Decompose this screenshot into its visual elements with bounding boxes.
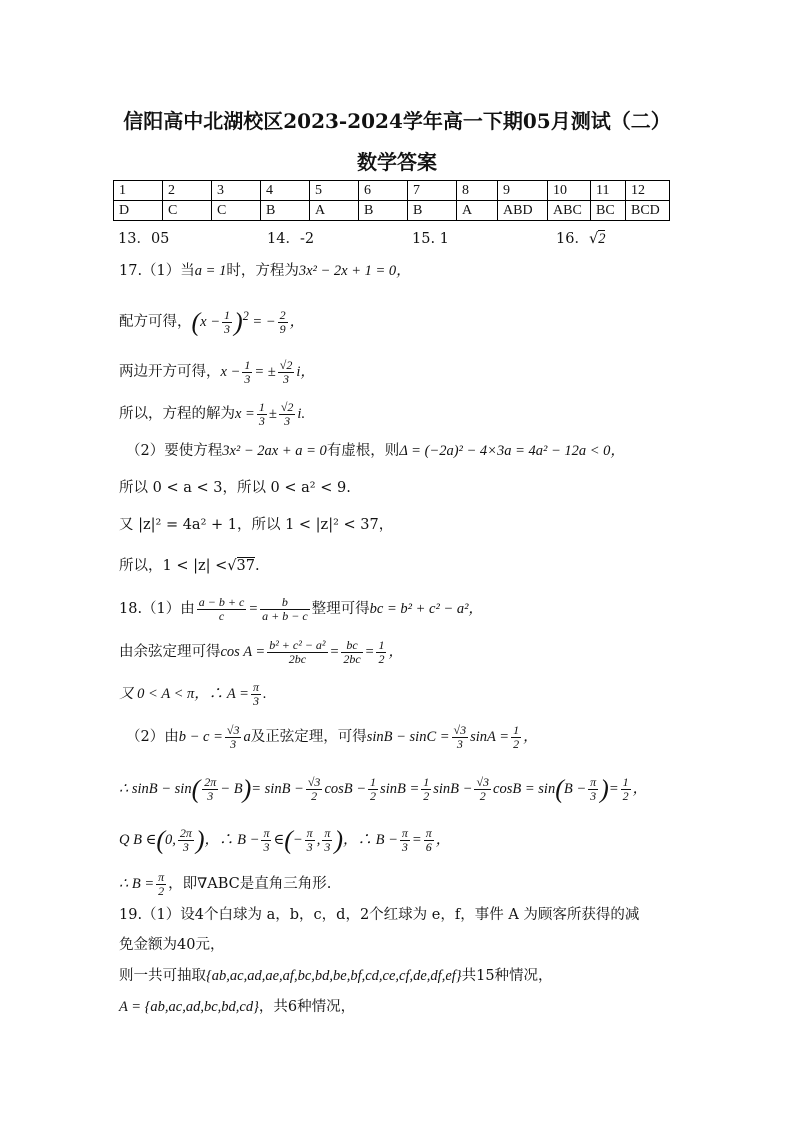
math-expression: $\frac{\pi}{3}$ . [252, 680, 267, 708]
table-cell: 7 [408, 181, 457, 201]
table-cell: 8 [457, 181, 498, 201]
table-cell: 11 [591, 181, 626, 201]
q18-line-4 [126, 724, 538, 751]
text: 所以，1 < |z| < [119, 558, 228, 574]
q18-line-6 [119, 827, 450, 854]
math: {ab,ac,ad,ae,af,bc,bd,be,bf,cd,ce,cf,de,df,ef} [206, 968, 462, 984]
text: （2）要使方程 [126, 443, 223, 459]
q17-line-3 [119, 359, 315, 386]
answer-16-value: 2 [598, 231, 606, 247]
math: 37 [236, 558, 255, 574]
math-expression: b − c = $\frac{√3}{3}$ a [178, 723, 251, 751]
math-expression: ( $\frac{2\pi}{3}$ − B)= sinB − $\frac{√3}{2}$ cosB − $\frac{1}{2}$ sinB = $\frac{1}{2}$ sinB − $\frac{√3}{2}$ cosB = sin(B − $\frac{\pi}{3}$ )= $\frac{1}{2}$ ， [191, 774, 648, 804]
math: Δ = (−2a)² − 4×3a = 4a² − 12a < 0， [399, 443, 625, 459]
table-cell: A [457, 201, 498, 221]
text: ，共6种情况， [258, 999, 356, 1015]
q17-line-5 [126, 441, 625, 461]
sqrt-icon: √ [588, 231, 599, 247]
text: ，即∇ABC是直角三角形. [168, 875, 332, 892]
q17-line-7: 又 |z|² = 4a² + 1，所以 1 < |z|² < 37， [119, 517, 394, 533]
text: 时，方程为 [226, 263, 299, 279]
math: a = 1 [194, 263, 227, 279]
table-cell: BCD [626, 201, 670, 221]
text: 两边开方可得， [119, 363, 221, 380]
table-cell: 12 [626, 181, 670, 201]
text: 则一共可抽取 [119, 968, 206, 984]
q19-line-2: 免金额为40元， [119, 937, 225, 953]
math-expression: x = $\frac{1}{3}$ ± $\frac{√2}{3}$ i. [235, 400, 306, 428]
text: 所以，方程的解为 [119, 405, 235, 422]
q18-line-1 [119, 596, 483, 623]
table-cell: ABC [548, 201, 591, 221]
math: ∴ sinB − sin [119, 780, 192, 797]
q18-line-2 [119, 639, 403, 666]
table-cell: 5 [310, 181, 359, 201]
q17-line-2 [119, 306, 304, 336]
page-subtitle: 数学答案 [357, 150, 437, 174]
math-expression: $\frac{√3}{3}$ sinA = $\frac{1}{2}$ ， [453, 723, 538, 751]
math: sinB − sinC = [366, 728, 450, 745]
answer-table [113, 180, 670, 221]
table-cell: 6 [359, 181, 408, 201]
table-cell: 4 [261, 181, 310, 201]
table-cell: C [163, 201, 212, 221]
q18-line-5 [119, 776, 647, 803]
q18-line-7 [119, 871, 331, 898]
table-cell: ABD [498, 201, 548, 221]
table-cell: 2 [163, 181, 212, 201]
text: 由余弦定理可得 [119, 643, 221, 660]
text: 18.（1）由 [119, 600, 195, 617]
math-expression: (x − $\frac{1}{3}$ )$^2$ = − $\frac{2}{9}$ ， [191, 307, 305, 337]
table-cell: C [212, 201, 261, 221]
math: 又 0 < A < π，∴ A = [119, 685, 249, 702]
math: A = {ab,ac,ad,bc,bd,cd} [119, 999, 259, 1015]
table-cell: 10 [548, 181, 591, 201]
answer-16-label: 16． [556, 231, 589, 247]
q19-line-3 [119, 966, 553, 986]
q19-line-1: 19.（1）设4个白球为 a，b，c，d，2个红球为 e，f，事件 A 为顾客所获得的减 [119, 907, 640, 923]
table-cell: A [310, 201, 359, 221]
answer-table-numbers-row [114, 181, 670, 201]
answer-13: 13．05 [118, 231, 170, 247]
page-title: 信阳高中北湖校区2023-2024学年高一下期05月测试（二） [123, 109, 671, 133]
text: 配方可得， [119, 313, 192, 330]
text: 及正弦定理，可得 [250, 728, 367, 745]
text: 共15种情况， [461, 968, 553, 984]
math-expression: cos A = $\frac{\text{b² + c² − a²}}{2bc}$ = $\frac{bc}{2bc}$ = $\frac{1}{2}$ ， [220, 638, 403, 666]
math-expression: $\frac{\pi}{2}$ [158, 870, 165, 898]
text: 有虚根，则 [326, 443, 400, 459]
math-expression: $\frac{a - b + c}{c}$ = $\frac{b}{a + b - c}$ [198, 595, 308, 623]
table-cell: B [408, 201, 457, 221]
answer-16 [556, 229, 605, 249]
math: 3x² − 2ax + a = 0 [222, 443, 327, 459]
math: ∴ B = [119, 875, 155, 892]
q18-line-3 [119, 681, 267, 708]
text: . [254, 558, 260, 574]
text: （2）由 [126, 728, 179, 745]
table-cell: 1 [114, 181, 163, 201]
text: 整理可得 [311, 600, 370, 617]
table-cell: B [359, 201, 408, 221]
table-cell: D [114, 201, 163, 221]
q17-line-8 [119, 556, 260, 576]
table-cell: 9 [498, 181, 548, 201]
math: bc = b² + c² − a²， [369, 600, 483, 617]
answer-15: 15. 1 [412, 231, 449, 247]
q17-line-1 [119, 261, 411, 281]
math: 3x² − 2x + 1 = 0， [298, 263, 411, 279]
math-expression: x − $\frac{1}{3}$ = ± $\frac{√2}{3}$ i， [220, 358, 315, 386]
q19-line-4 [119, 997, 355, 1017]
answer-14: 14．-2 [267, 231, 315, 247]
table-cell: B [261, 201, 310, 221]
math: Q B ∈ [119, 831, 157, 848]
sqrt-icon: √ [227, 558, 237, 574]
table-cell: BC [591, 201, 626, 221]
table-cell: 3 [212, 181, 261, 201]
answer-table-answers-row [114, 201, 670, 221]
q17-line-4 [119, 401, 305, 428]
q17-line-6: 所以 0 < a < 3，所以 0 < a² < 9. [119, 480, 351, 496]
math-expression: (0, $\frac{2\pi}{3}$ )，∴ B − $\frac{\pi}{3}$ ∈(− $\frac{\pi}{3}$ , $\frac{\pi}{3}$ )，∴ B − $\frac{\pi}{3}$ = $\frac{\pi}{6}$ ， [156, 825, 451, 855]
text: 17.（1）当 [119, 263, 195, 279]
